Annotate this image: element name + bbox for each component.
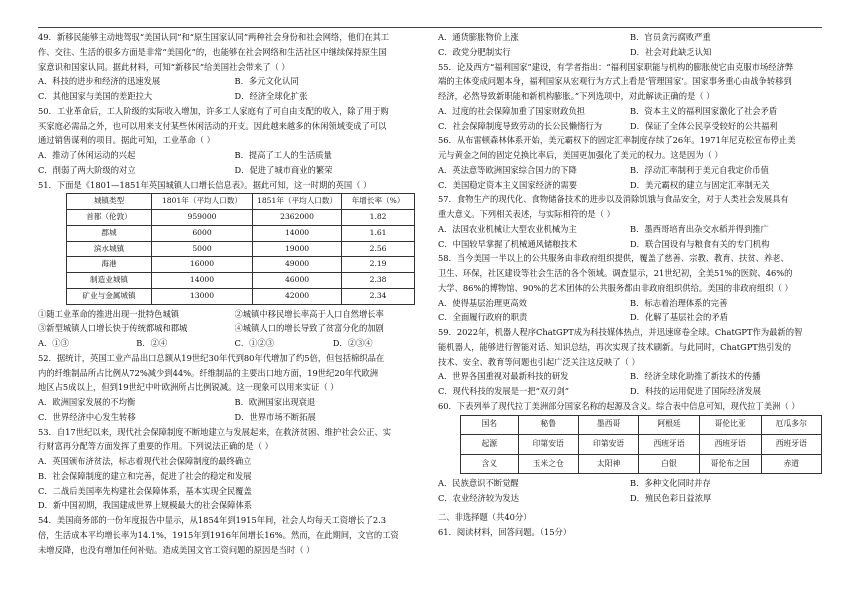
- table-row: [67, 273, 415, 289]
- option: A．推动了休闲运动的兴起: [38, 150, 136, 160]
- text-line: 卫生、环保，社区建设等社会生活的各个领域。调查显示，21世纪初，全美51%的医院、46%的: [438, 268, 793, 278]
- option: A．①③: [38, 338, 69, 348]
- option: B．资本主义的福利国家激化了社会矛盾: [630, 105, 778, 116]
- text-line: 倍，生活成本平均增长率为14.1%，1915年到1916年间增长16%。然而，在此期间，文官的工资: [38, 529, 399, 540]
- option: D．世界市场不断拓展: [234, 411, 316, 422]
- table-cell: 5000: [152, 241, 253, 257]
- table-cell: 墨西哥: [578, 415, 638, 435]
- table-cell: 959000: [152, 210, 253, 226]
- table-cell: 哥伦布之国: [699, 454, 761, 474]
- option-row: [438, 310, 822, 325]
- text-line: 行财富再分配等方面发挥了重要的作用。下列说法正确的是（ ）: [38, 441, 273, 452]
- option: B．经济全球化助推了新技术的传播: [630, 371, 761, 382]
- option: B．官员贪污腐败严重: [630, 32, 711, 42]
- table-cell: 42000: [253, 288, 342, 304]
- table-row: [461, 415, 822, 435]
- table-cell: 玉米之仓: [518, 454, 578, 474]
- table-row: [67, 288, 415, 304]
- option-row: [438, 119, 822, 134]
- option: B．提高了工人的生活质量: [234, 150, 332, 160]
- option: B．②④: [136, 338, 168, 348]
- option-row: [438, 296, 822, 311]
- text-line: B．社会保障制度的建立和完善，促进了社会的稳定和发展: [38, 470, 252, 481]
- text-line: 作、交往、生活的很多方面是非常“美国化”的，也能够在社会网络和生活社区中继续保持原生国: [38, 46, 387, 57]
- right-column: [438, 30, 822, 539]
- option: D．美元霸权的建立与固定汇率制无关: [630, 179, 770, 190]
- option: D．促进了城市商业的繁荣: [234, 164, 333, 175]
- option: D．②③④: [332, 338, 373, 348]
- text-line: 买家庭必需品之外，也可以用来支付某些休闲活动的开支。因此越来越多的休闲领域变成了可以: [38, 120, 387, 131]
- table-cell: 年增长率（%）: [342, 194, 415, 210]
- option: A．欧洲国家发展的不均衡: [38, 397, 136, 407]
- table-cell: 2.38: [342, 273, 415, 289]
- table-cell: 郡城: [67, 225, 152, 241]
- option-row: [38, 148, 431, 163]
- text-line: 经济，必然导致新职能和新机构膨胀。”下列选项中，对此解读正确的是（ ）: [438, 91, 715, 101]
- option: B．浮动汇率制利于美元自我定价币值: [630, 164, 769, 175]
- table-cell: 6000: [152, 225, 253, 241]
- option: A．世界各国重视对最新科技的研发: [438, 371, 569, 382]
- option-row: [438, 104, 822, 119]
- table-cell: 城镇类型: [67, 194, 152, 210]
- text-line: 技术、安全、教育等问题也引起广泛关注这反映了（ ）: [438, 356, 640, 367]
- text-line: 能机器人，能够进行智能对话、知识总结，再次实现了技术刷新。与此同时，ChatGPT热引发的: [438, 341, 792, 352]
- text-line: 地区占5成以上，但到19世纪中叶欧洲所占比例锐减。这一现象可以用来实证（ ）: [38, 382, 339, 393]
- table-cell: 起源: [461, 435, 519, 455]
- text-line: 大学、86%的博物馆、90%的艺术团体的公共服务都由非政府组织供给。美国的非政府组织（ ）: [438, 282, 793, 293]
- table-cell: 含义: [461, 454, 519, 474]
- table-cell: 厄瓜多尔: [761, 415, 821, 435]
- option: C．农业经济较为发达: [438, 493, 520, 504]
- option: B．墨西哥培育出杂交水稻并得到推广: [630, 223, 769, 234]
- option: C．美国稳定资本主义国家经济的需要: [438, 179, 578, 190]
- text-line: 51．下面是《1801—1851年英国城镇人口增长信息表》。据此可知，这一时期的英国（ ）: [38, 179, 372, 190]
- text-line: 50．工业革命后，工人阶级的实际收入增加，许多工人家庭有了可自由支配的收入，除了用于购: [38, 105, 389, 116]
- option: A．使得基层治理更高效: [438, 297, 527, 308]
- text-line: 52．据统计，英国工业产品出口总额从19世纪30年代到80年代增加了约5倍，但包括棉织品在: [38, 352, 385, 363]
- option: D．殖民色彩日益浓厚: [630, 493, 712, 504]
- table-cell: 1.82: [342, 210, 415, 226]
- text-line: 54．美国商务部的一份年度报告中显示，从1854年到1915年间，社会人均每天工资增长了2.3: [38, 515, 387, 525]
- option: C．世界经济中心发生转移: [38, 411, 136, 422]
- option-row: [38, 410, 431, 425]
- table-cell: 首都（伦敦）: [67, 210, 152, 226]
- table-row: [67, 257, 415, 273]
- option: A．法国农业机械让大型农业机械为主: [438, 223, 577, 234]
- option: A．科技的进步和经济的迅速发展: [38, 76, 161, 87]
- table-cell: 19000: [253, 241, 342, 257]
- option: C．社会保障制度导致劳动的长公民懒惰行为: [438, 120, 602, 131]
- option-row: [38, 307, 431, 322]
- option: B．多元文化认同: [234, 76, 299, 87]
- option-row: [438, 163, 822, 178]
- option: ③新型城镇人口增长快于传统都城和郡城: [38, 323, 188, 334]
- table-cell: 2.19: [342, 257, 415, 273]
- option: ①随工业革命的推进出现一批特色城镇: [38, 308, 180, 319]
- text-line: 端的主体变成问题本身，福利国家从宏观行为方式上看是‘管理国家’。国家事务重心由战争转移到: [438, 76, 792, 87]
- table-cell: 13000: [152, 288, 253, 304]
- option: D．联合国设有与粮食有关的专门机构: [630, 238, 770, 249]
- table-cell: 西班牙语: [699, 435, 761, 455]
- table-row: [461, 435, 822, 455]
- option-row: [438, 384, 822, 399]
- text-line: 58．当今美国一半以上的公共服务由非政府组织提供，覆盖了慈善、宗教、教育、扶贫、养老、: [438, 253, 789, 264]
- table-cell: 西班牙语: [761, 435, 821, 455]
- text-line: 60．下表列举了现代拉丁美洲部分国家名称的起源及含义。综合表中信息可知，现代拉丁美洲（ ）: [438, 400, 800, 411]
- text-line: 59．2022年，机器人程序ChatGPT成为科技媒体热点，并迅速席卷全球。ChatGPT作为最新的智: [438, 327, 803, 337]
- option-row: [38, 89, 431, 104]
- table-cell: 14000: [152, 273, 253, 289]
- option-row: [438, 476, 822, 491]
- option: D．科技的运用促进了国际经济发展: [630, 386, 762, 396]
- table-row: [67, 194, 415, 210]
- option: D．社会对此缺乏认知: [630, 46, 712, 57]
- option: D．保证了全体公民享受较好的公共福利: [630, 120, 778, 131]
- text-line: 53．自17世纪以来，现代社会保障制度不断地建立与发展起来，在救济贫困、维护社会公正、实: [38, 426, 391, 437]
- table-cell: 1851年（平均人口数）: [253, 194, 342, 210]
- table-cell: 16000: [152, 257, 253, 273]
- table-cell: 14000: [253, 225, 342, 241]
- option-row: [438, 45, 822, 60]
- option-row: [38, 163, 431, 178]
- option-row: [438, 491, 822, 506]
- table-cell: 1801年（平均人口数）: [152, 194, 253, 210]
- table-row: [461, 454, 822, 474]
- option-row: [438, 178, 822, 193]
- option: C．政党分肥制实行: [438, 46, 511, 57]
- text-line: D．新中国初期，我国建成世界上规模最大的社会保障体系: [38, 500, 253, 511]
- text-line: 家意识和国家认同。据此材料，可知“新移民”给美国社会带来了（ ）: [38, 61, 290, 72]
- table-cell: 秘鲁: [518, 415, 578, 435]
- option: C．全面履行政府的职责: [438, 312, 528, 323]
- option: C．现代科技的发展是一把“双刃剑”: [438, 386, 569, 396]
- table-cell: 2.34: [342, 288, 415, 304]
- table-cell: 2.56: [342, 241, 415, 257]
- text-line: 内的纤维制品所占比例从72%减少到44%。纤维制品的主要出口地方面，19世纪20年代欧洲: [38, 367, 379, 378]
- option-row: [38, 395, 431, 410]
- option-row: [438, 30, 822, 45]
- option: A．通货膨胀物价上涨: [438, 32, 519, 42]
- option: B．多种文化同时并存: [630, 478, 711, 489]
- table-cell: 49000: [253, 257, 342, 273]
- table-cell: 哥伦比亚: [699, 415, 761, 435]
- table-cell: 国名: [461, 415, 519, 435]
- option-row: [438, 222, 822, 237]
- option: B．欧洲国家出现衰退: [234, 397, 316, 407]
- text-line: 元与黄金之间的固定兑换比率后，美国更加强化了美元的权力。这是因为（ ）: [438, 150, 723, 160]
- option: B．标志着治理体系的完善: [630, 297, 728, 308]
- table-row: [67, 241, 415, 257]
- text-line: 55．论及西方“福利国家”建设，有学者指出：“福利国家职能与机构的膨胀使它由克服市场经济弊: [438, 61, 794, 72]
- text-line: 重大意义。下列相关表述，与实际相符的是（ ）: [438, 209, 615, 219]
- table-cell: 太阳神: [578, 454, 638, 474]
- text-line: 49．新移民能够主动地驾驭“美国认同”和“原生国家认同”两种社会身份和社会网络，他们在其工: [38, 32, 390, 42]
- text-line: 未增反降，也没有增加任何补贴。造成美国文官工资问题的原因是当时（ ）: [38, 544, 315, 555]
- text-line: 56．从布雷顿森林体系开始，美元霸权下的固定汇率制度存续了26年。1971年尼克松宣布停止美: [438, 135, 796, 146]
- table-cell: 阿根廷: [639, 415, 699, 435]
- option-row: [38, 321, 431, 336]
- table-cell: 滨水城镇: [67, 241, 152, 257]
- option: C．其他国家与美国的差距拉大: [38, 91, 153, 101]
- table-cell: 2362000: [253, 210, 342, 226]
- text-line: 57．食物生产的现代化、食物储备技术的进步以及消除饥饿与食品安全，对于人类社会发展具有: [438, 194, 789, 205]
- section-heading: 二、非选择题（共40分）: [438, 511, 532, 522]
- table-cell: 46000: [253, 273, 342, 289]
- option-row: [438, 237, 822, 252]
- table-cell: 印第安语: [518, 435, 578, 455]
- table-row: [67, 210, 415, 226]
- table-cell: 1.61: [342, 225, 415, 241]
- table-row: [67, 225, 415, 241]
- option: A．民族意识不断觉醒: [438, 478, 519, 489]
- table-cell: 印第安语: [578, 435, 638, 455]
- top-rule: [38, 27, 822, 28]
- table-q51: [66, 193, 415, 304]
- option: D．化解了基层社会的矛盾: [630, 312, 728, 323]
- option: A．英法意等欧洲国家综合国力的下降: [438, 164, 577, 175]
- option: C．①②③: [234, 338, 275, 348]
- table-cell: 矿业与金属城镇: [67, 288, 152, 304]
- table-cell: 制造业城镇: [67, 273, 152, 289]
- option: A．过度的社会保障加重了国家财政负担: [438, 105, 586, 116]
- option: C．削弱了两大阶级的对立: [38, 164, 136, 175]
- question-61: 61．阅读材料，回答问题。（15分）: [438, 526, 572, 537]
- option-row: [38, 336, 431, 351]
- text-line: A．英国颁布济贫法，标志着现代社会保障制度的最终确立: [38, 456, 252, 466]
- left-column: [38, 30, 431, 557]
- table-cell: 白银: [639, 454, 699, 474]
- option-row: [38, 74, 431, 89]
- option: D．经济全球化扩张: [234, 91, 308, 101]
- option: ④城镇人口的增长导致了贫富分化的加剧: [234, 323, 384, 334]
- option-row: [438, 369, 822, 384]
- text-line: 通过销售谋利的项目。据此可知，工业革命（ ）: [38, 135, 215, 146]
- text-line: C．二战后美国率先构建社会保障体系，基本实现全民覆盖: [38, 485, 252, 496]
- option: C．中国较早掌握了机械通风储粮技术: [438, 238, 578, 249]
- table-cell: 赤道: [761, 454, 821, 474]
- table-cell: 西班牙语: [639, 435, 699, 455]
- table-cell: 海港: [67, 257, 152, 273]
- table-q60: [460, 415, 822, 475]
- option: ②城镇中移民增长率高于人口自然增长率: [234, 308, 384, 319]
